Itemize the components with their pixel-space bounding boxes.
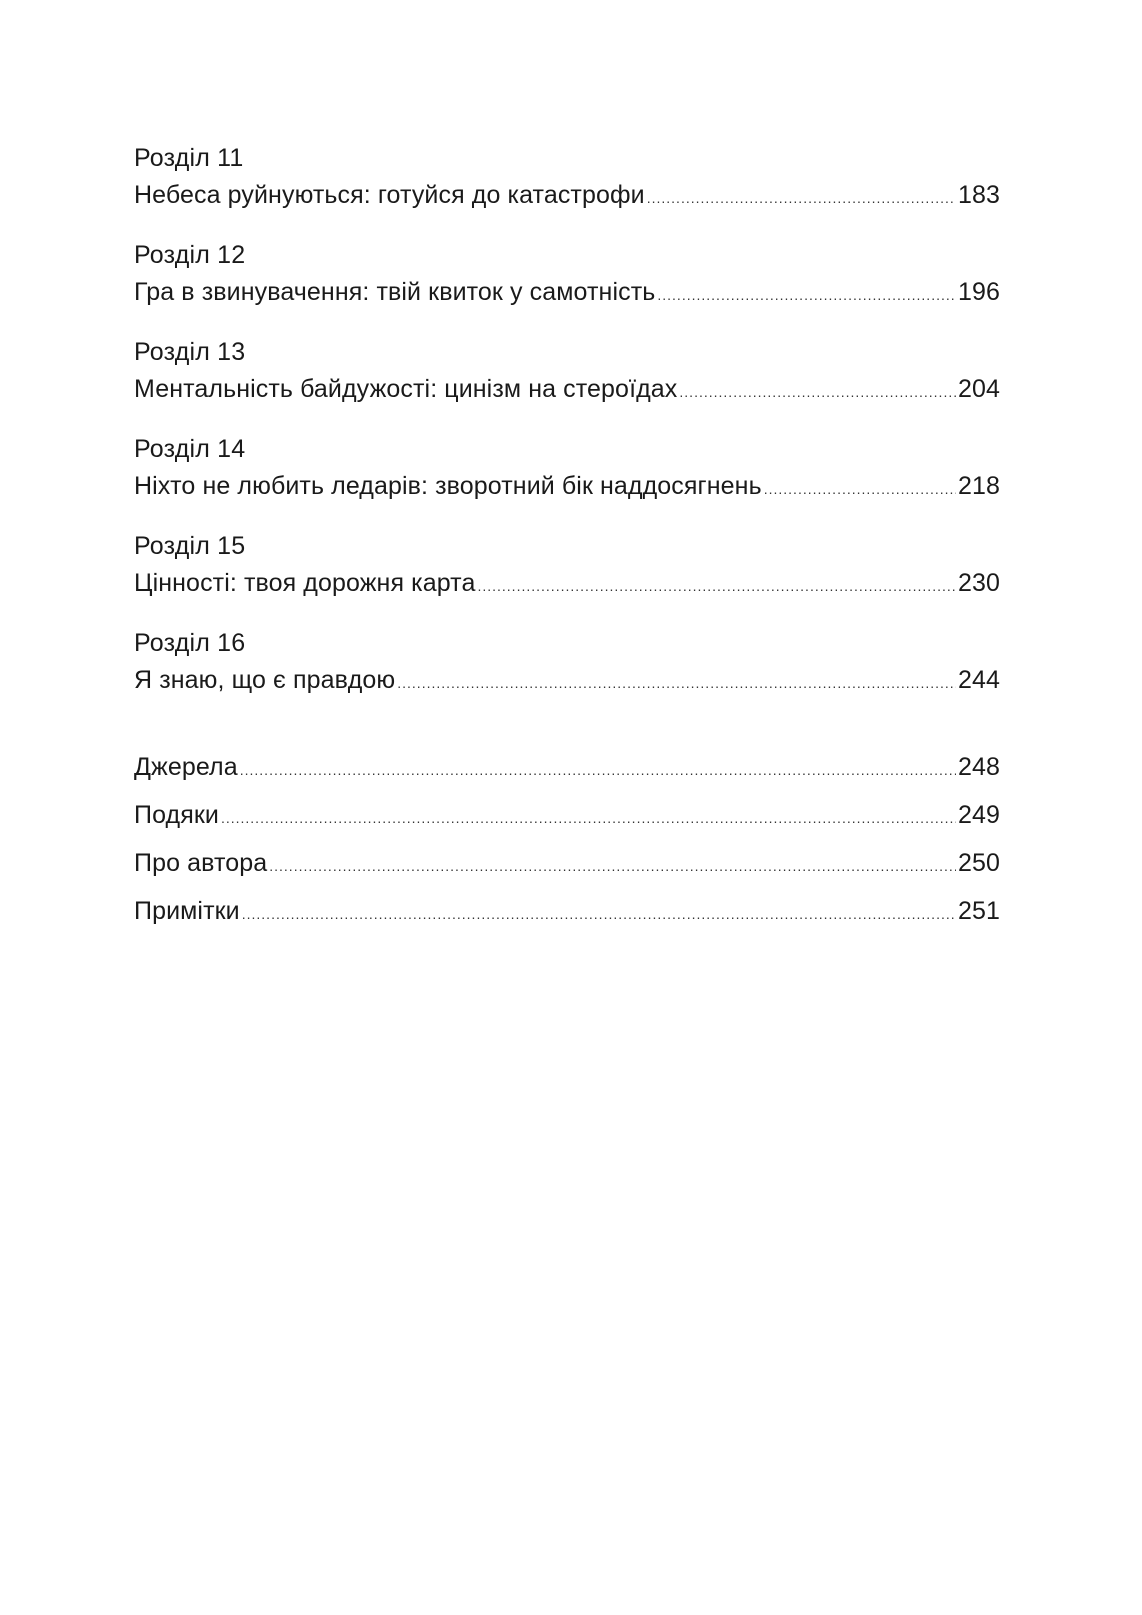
entry-title: Джерела bbox=[134, 753, 238, 781]
dot-leader bbox=[679, 371, 956, 413]
page-number: 250 bbox=[957, 849, 1000, 877]
entry-title: Примітки bbox=[134, 897, 240, 925]
dot-leader bbox=[240, 746, 956, 794]
toc-entry[interactable] bbox=[134, 271, 1000, 313]
dot-leader bbox=[221, 794, 956, 842]
entry-title: Ментальність байдужості: цинізм на стероїдах bbox=[134, 375, 678, 403]
dot-leader bbox=[269, 842, 956, 890]
toc-entry-notes[interactable] bbox=[134, 887, 1000, 935]
dot-leader bbox=[647, 177, 956, 219]
page-number: 218 bbox=[957, 472, 1000, 500]
entry-title: Гра в звинувачення: твій квиток у самотність bbox=[134, 278, 656, 306]
table-of-contents bbox=[134, 143, 1000, 935]
entry-title: Ніхто не любить ледарів: зворотний бік наддосягнень bbox=[134, 472, 762, 500]
chapter-label: Розділ 12 bbox=[134, 241, 246, 269]
toc-chapter-11 bbox=[134, 143, 1000, 216]
toc-entry-about-author[interactable] bbox=[134, 839, 1000, 887]
toc-entry-sources[interactable] bbox=[134, 743, 1000, 791]
page-number: 248 bbox=[957, 753, 1000, 781]
page-number: 196 bbox=[957, 278, 1000, 306]
toc-entry[interactable] bbox=[134, 562, 1000, 604]
toc-backmatter bbox=[134, 743, 1000, 935]
entry-title: Про автора bbox=[134, 849, 268, 877]
toc-chapter-14 bbox=[134, 434, 1000, 507]
toc-chapter-12 bbox=[134, 240, 1000, 313]
entry-title: Небеса руйнуються: готуйся до катастрофи bbox=[134, 181, 645, 209]
dot-leader bbox=[657, 274, 956, 316]
chapter-label: Розділ 14 bbox=[134, 435, 246, 463]
dot-leader bbox=[477, 565, 956, 607]
dot-leader bbox=[397, 662, 956, 704]
toc-chapter-15 bbox=[134, 531, 1000, 604]
page-number: 251 bbox=[957, 897, 1000, 925]
chapter-label: Розділ 16 bbox=[134, 629, 246, 657]
chapter-label: Розділ 11 bbox=[134, 144, 244, 172]
page-number: 230 bbox=[957, 569, 1000, 597]
entry-title: Я знаю, що є правдою bbox=[134, 666, 396, 694]
entry-title: Подяки bbox=[134, 801, 219, 829]
toc-chapter-16 bbox=[134, 628, 1000, 701]
page-number: 183 bbox=[957, 181, 1000, 209]
page-number: 204 bbox=[957, 375, 1000, 403]
toc-entry[interactable] bbox=[134, 465, 1000, 507]
toc-entry[interactable] bbox=[134, 659, 1000, 701]
toc-entry[interactable] bbox=[134, 174, 1000, 216]
toc-chapter-13 bbox=[134, 337, 1000, 410]
chapter-label: Розділ 13 bbox=[134, 338, 246, 366]
toc-entry-acknowledgements[interactable] bbox=[134, 791, 1000, 839]
chapter-label: Розділ 15 bbox=[134, 532, 246, 560]
toc-entry[interactable] bbox=[134, 368, 1000, 410]
entry-title: Цінності: твоя дорожня карта bbox=[134, 569, 476, 597]
dot-leader bbox=[764, 468, 956, 510]
dot-leader bbox=[242, 890, 956, 938]
page-number: 249 bbox=[957, 801, 1000, 829]
page-number: 244 bbox=[957, 666, 1000, 694]
